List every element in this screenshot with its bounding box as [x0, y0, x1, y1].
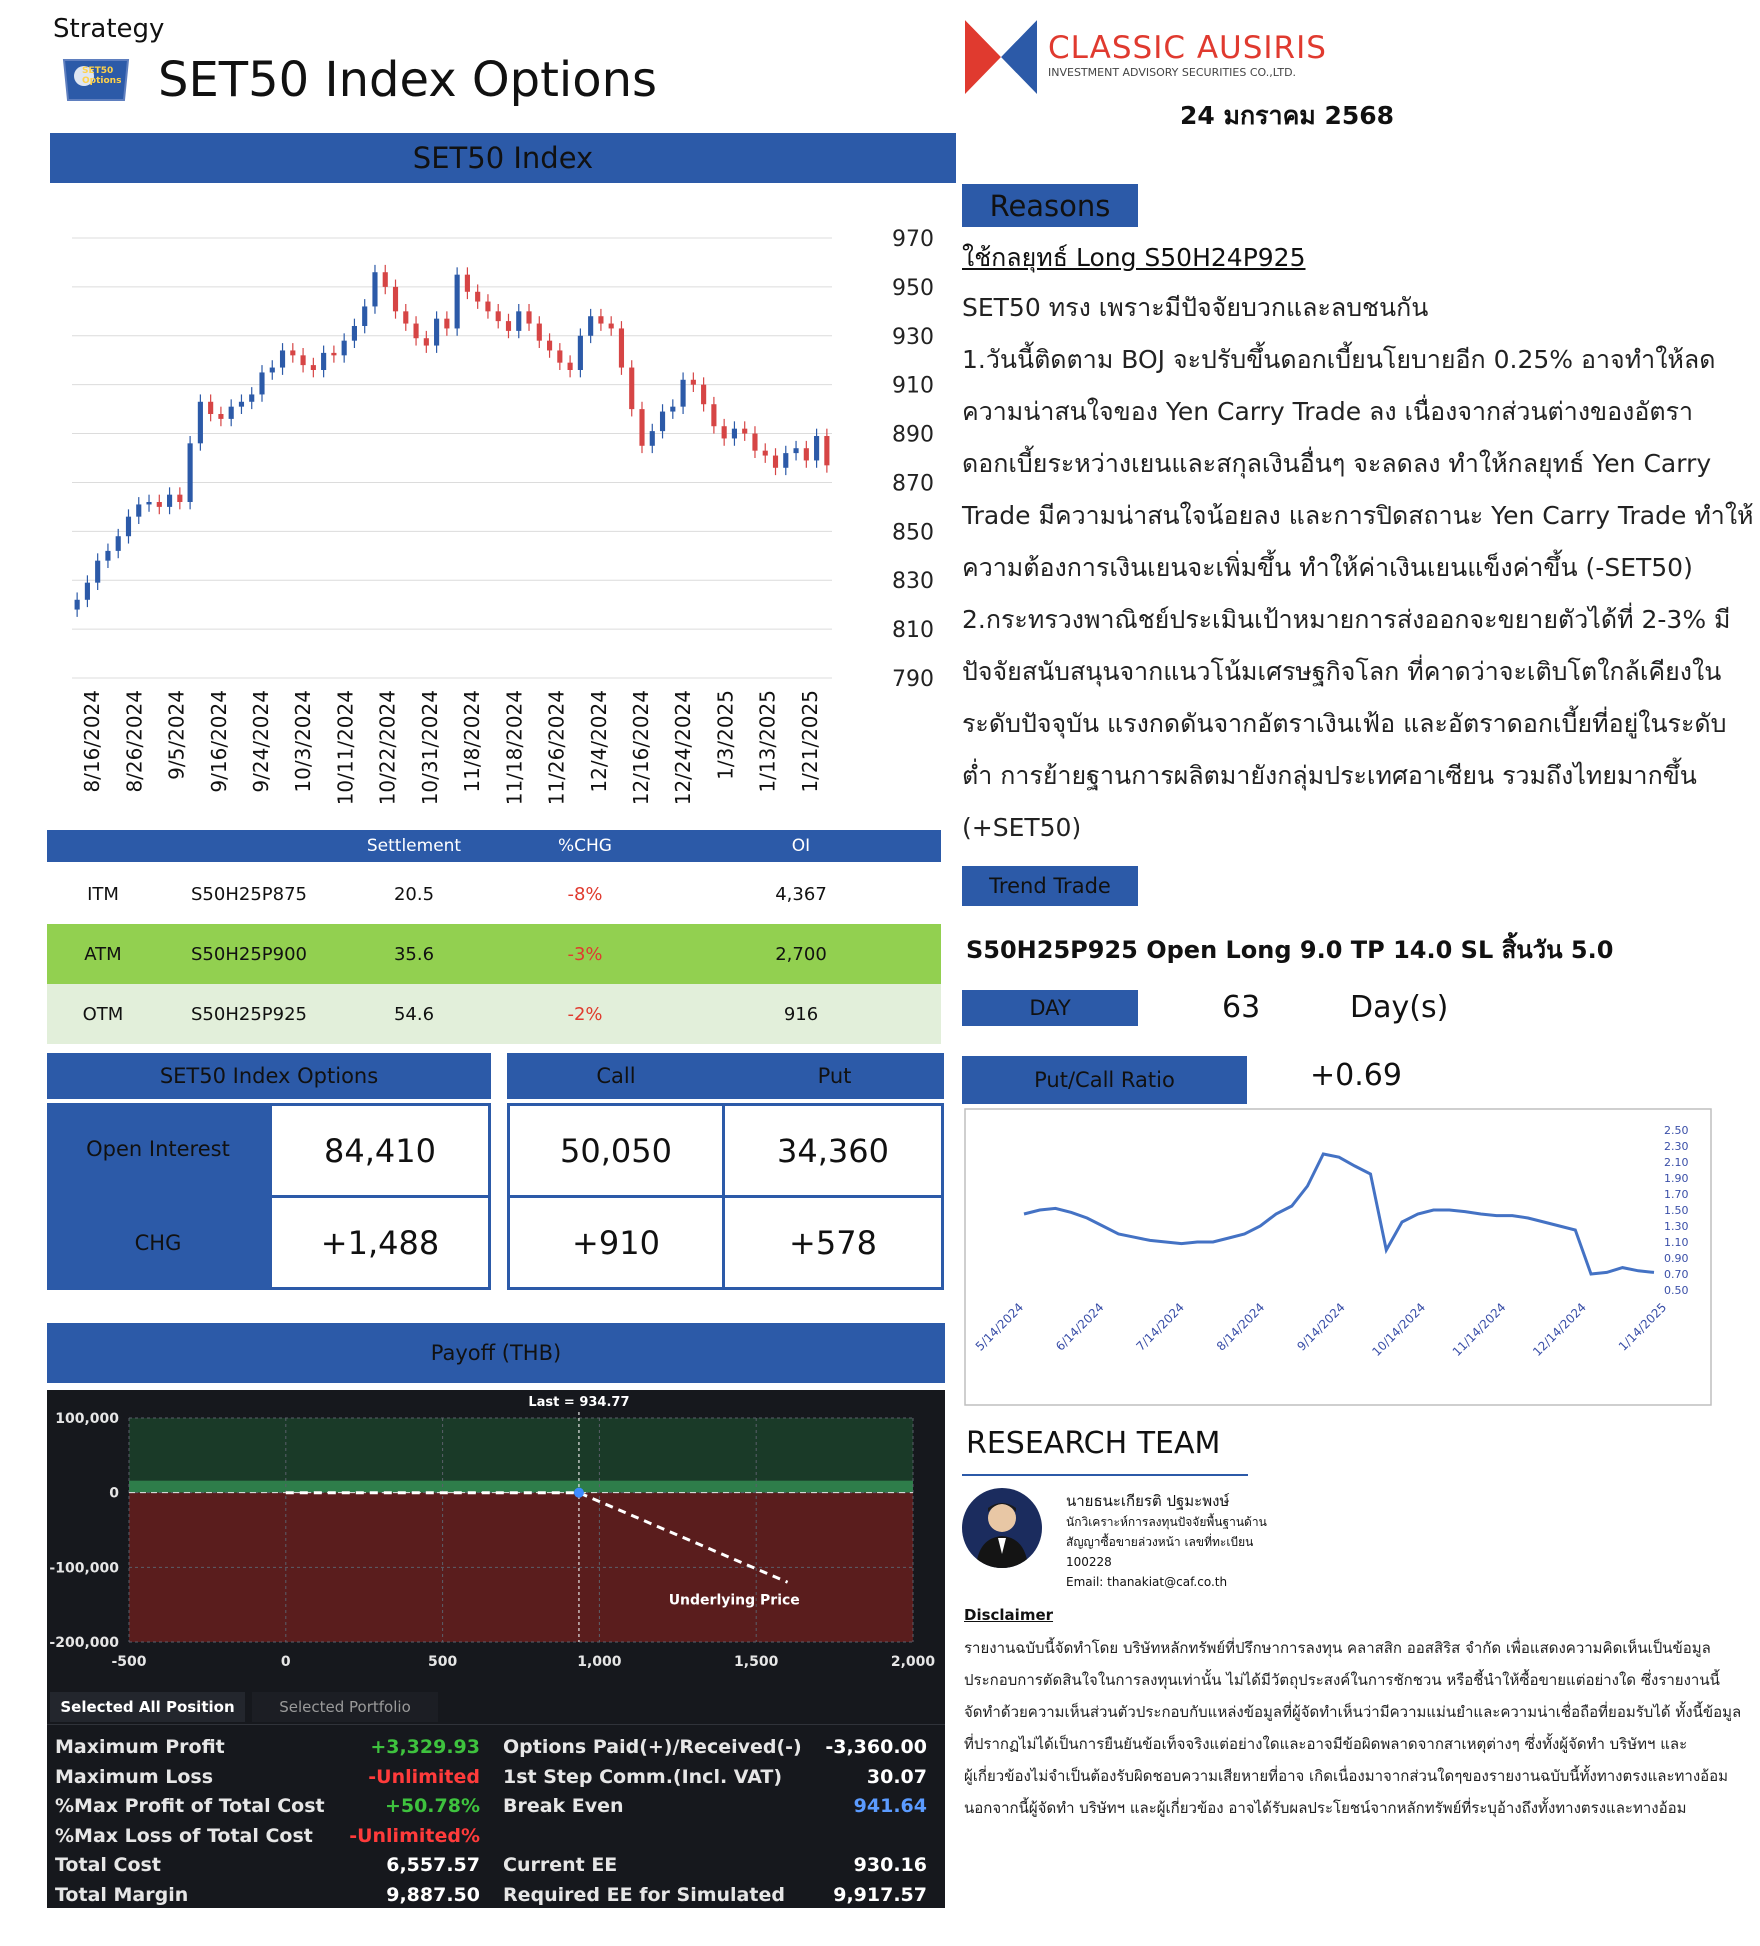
analyst-email: Email: thanakiat@caf.co.th — [1066, 1575, 1228, 1589]
left-stat-value: -Unlimited — [368, 1765, 480, 1788]
candle-body — [639, 409, 644, 446]
series-cell: S50H25P875 — [191, 883, 307, 905]
chg-label-cell — [47, 1195, 269, 1290]
y-tick-label: 100,000 — [55, 1411, 119, 1427]
x-tick-label: 1/21/2025 — [797, 690, 822, 793]
x-tick-label: 9/14/2024 — [1294, 1300, 1348, 1354]
col-settlement: Settlement — [366, 836, 462, 856]
moneyness-cell: ATM — [84, 943, 122, 965]
y-tick-label: 1.50 — [1664, 1204, 1689, 1217]
y-tick-label: 1.70 — [1664, 1188, 1689, 1201]
analyst-name: นายธนะเกียรติ ปฐมะพงษ์ — [1066, 1492, 1230, 1510]
x-tick-label: 12/4/2024 — [586, 690, 611, 793]
analyst-role: นักวิเคราะห์การลงทุนปัจจัยพื้นฐานด้าน — [1066, 1515, 1267, 1529]
candle-body — [413, 324, 418, 339]
candle-body — [660, 412, 665, 432]
y-tick-label: 0 — [109, 1485, 119, 1502]
candle-body — [218, 414, 223, 419]
page-title: SET50 Index Options — [158, 52, 658, 108]
call-chg-box — [507, 1195, 725, 1290]
profit-band — [129, 1481, 913, 1493]
disclaimer-body — [964, 1632, 1754, 1824]
chg-label: CHG — [134, 1230, 182, 1255]
x-tick-label: 10/22/2024 — [375, 690, 400, 806]
right-stat-value: 9,917.57 — [833, 1883, 927, 1906]
reason-line: ความน่าสนใจของ Yen Carry Trade ลง เนื่องจากส่วนต่างของอัตรา — [962, 397, 1694, 426]
open-interest-value-box — [269, 1103, 491, 1198]
left-stat-value: +3,329.93 — [370, 1736, 480, 1758]
chg-cell: -2% — [567, 1003, 603, 1025]
oi-cell: 916 — [783, 1003, 819, 1025]
trend-trade-header — [962, 866, 1138, 906]
oi-block-title — [47, 1053, 491, 1099]
right-stat-label: Break Even — [503, 1795, 624, 1817]
candle-body — [526, 311, 531, 323]
candle-body — [331, 353, 336, 355]
x-tick-label: 500 — [427, 1654, 458, 1670]
chg-cell: -3% — [567, 943, 603, 965]
moneyness-cell: ITM — [87, 883, 119, 905]
right-stat-label: 1st Step Comm.(Incl. VAT) — [503, 1765, 783, 1788]
strategy-label: Strategy — [53, 14, 165, 44]
pcr-label: Put/Call Ratio — [1034, 1068, 1175, 1092]
tab-selected-portfolio[interactable]: Selected Portfolio — [252, 1692, 438, 1722]
reason-line: ระดับปัจจุบัน แรงกดดันจากอัตราเงินเฟ้อ และอัตราดอกเบี้ยที่อยู่ในระดับ — [962, 709, 1727, 738]
open-interest-value: 84,410 — [324, 1131, 436, 1170]
x-tick-label: 6/14/2024 — [1053, 1300, 1107, 1354]
chart-frame — [965, 1109, 1711, 1405]
oi-cell: 4,367 — [775, 883, 827, 905]
reason-line: ปัจจัยสนับสนุนจากแนวโน้มเศรษฐกิจโลก ที่คาดว่าจะเติบโตใกล้เคียงใน — [962, 657, 1722, 686]
candle-body — [136, 504, 141, 516]
x-tick-label: 1/3/2025 — [713, 690, 738, 780]
candle-body — [506, 321, 511, 331]
candle-body — [116, 536, 121, 551]
candle-body — [208, 402, 213, 414]
left-stat-value: +50.78% — [384, 1795, 480, 1817]
candle-body — [547, 341, 552, 351]
analyst-info — [1066, 1490, 1267, 1592]
y-tick-label: 970 — [892, 227, 934, 252]
x-tick-label: -500 — [111, 1654, 147, 1670]
x-tick-label: 1/14/2025 — [1615, 1300, 1670, 1354]
x-tick-label: 10/14/2024 — [1369, 1300, 1429, 1360]
y-tick-label: 0.90 — [1664, 1252, 1689, 1265]
series-cell: S50H25P900 — [191, 943, 307, 965]
day-label: DAY — [1029, 996, 1071, 1020]
right-stat-value: 930.16 — [853, 1854, 927, 1876]
left-stat-label: Maximum Profit — [55, 1736, 225, 1758]
moneyness-cell: OTM — [82, 1003, 124, 1025]
candle-body — [188, 443, 193, 502]
candle-body — [198, 402, 203, 444]
analyst-avatar — [962, 1488, 1042, 1568]
current-price-marker — [574, 1488, 584, 1498]
settlement-cell: 20.5 — [393, 883, 435, 905]
disclaimer-line: ประกอบการตัดสินใจในการลงทุนเท่านั้น ไม่ได้มีวัตถุประสงค์ในการชักชวน หรือชี้นำให้ซื้อขายแต่อย่างใด ซึ่งรายงานนี้ — [964, 1671, 1720, 1689]
x-tick-label: 8/16/2024 — [80, 690, 105, 793]
last-price-label: Last = 934.77 — [528, 1395, 630, 1410]
candle-body — [85, 583, 90, 600]
candle-body — [619, 328, 624, 367]
y-tick-label: 790 — [892, 667, 934, 692]
x-tick-label: 8/26/2024 — [122, 690, 147, 793]
disclaimer-title: Disclaimer — [964, 1606, 1054, 1624]
candle-body — [95, 561, 100, 583]
y-tick-label: 1.90 — [1664, 1172, 1689, 1185]
reasons-body — [962, 282, 1752, 854]
left-stat-label: Maximum Loss — [55, 1765, 214, 1788]
left-stat-label: %Max Loss of Total Cost — [55, 1824, 313, 1847]
x-tick-label: 9/24/2024 — [249, 690, 273, 793]
options-table-body — [47, 864, 941, 1044]
chg-cell: -8% — [567, 883, 603, 905]
open-interest-label-cell — [47, 1103, 269, 1195]
candle-body — [383, 272, 388, 287]
candle-body — [742, 429, 747, 434]
x-tick-label: 1,000 — [577, 1654, 622, 1670]
reasons-header — [962, 184, 1138, 227]
left-stat-label: %Max Profit of Total Cost — [55, 1795, 325, 1817]
candle-body — [321, 353, 326, 370]
reasons-title: Reasons — [989, 188, 1111, 223]
company-logo — [965, 20, 1037, 94]
candle-body — [598, 316, 603, 323]
call-oi-box — [507, 1103, 725, 1198]
call-put-header — [507, 1053, 944, 1099]
right-stat-value: 30.07 — [866, 1765, 927, 1788]
candle-body — [763, 451, 768, 456]
candle-body — [455, 275, 460, 329]
call-chg-value: +910 — [572, 1223, 660, 1262]
candle-body — [516, 311, 521, 331]
candle-body — [177, 495, 182, 502]
disclaimer-line: นอกจากนี้ผู้จัดทำ บริษัทฯ และผู้เกี่ยวข้อง อาจได้รับผลประโยชน์จากหลักทรัพย์ที่ระบุอ้างถึงทั้งทางตรงและทางอ้อม — [964, 1799, 1687, 1817]
x-tick-label: 1/13/2025 — [755, 690, 780, 793]
candle-body — [259, 372, 264, 394]
brand-subtitle: INVESTMENT ADVISORY SECURITIES CO.,LTD. — [1048, 66, 1297, 79]
candle-body — [280, 350, 285, 367]
candle-body — [711, 404, 716, 426]
strategy-line: ใช้กลยุทธ์ Long S50H24P925 — [962, 243, 1306, 272]
payoff-chart — [47, 1390, 945, 1690]
right-stat-label: Current EE — [503, 1854, 618, 1876]
reason-line: ดอกเบี้ยระหว่างเยนและสกุลเงินอื่นๆ จะลดลง ทำให้กลยุทธ์ Yen Carry — [962, 449, 1712, 478]
candle-body — [475, 292, 480, 302]
candle-body — [290, 350, 295, 355]
candle-body — [270, 368, 275, 373]
right-stat-label: Required EE for Simulated — [503, 1883, 785, 1906]
candle-body — [691, 380, 696, 385]
chg-value: +1,488 — [320, 1223, 440, 1262]
x-tick-label: 11/26/2024 — [544, 690, 569, 806]
disclaimer-line: ที่ปรากฏไม่ได้เป็นการยืนยันข้อเท็จจริงแต่อย่างใดและอาจมีข้อผิดพลาดจากสาเหตุต่างๆ ซึ่งทั้งผู้จัดทำ บริษัทฯ และ — [964, 1735, 1688, 1753]
put-oi-value: 34,360 — [777, 1131, 889, 1170]
reason-line: ความต้องการเงินเยนจะเพิ่มขึ้น ทำให้ค่าเงินเยนแข็งค่าขึ้น (-SET50) — [962, 553, 1693, 582]
disclaimer-line: จัดทำด้วยความเห็นส่วนตัวประกอบกับแหล่งข้อมูลที่ผู้จัดทำเห็นว่ามีความแม่นยำและความน่าเชื่อถือที่ยอมรับได้ ทั้งนี้ข้อมูล — [964, 1703, 1742, 1721]
candle-body — [670, 407, 675, 412]
analyst-license-line: สัญญาซื้อขายล่วงหน้า เลขที่ทะเบียน — [1066, 1535, 1254, 1549]
candle-body — [650, 431, 655, 446]
candle-body — [311, 365, 316, 370]
series-cell: S50H25P925 — [191, 1003, 307, 1025]
left-stat-label: Total Margin — [55, 1883, 189, 1906]
payoff-panel — [47, 1390, 945, 1908]
candle-body — [783, 453, 788, 468]
candle-body — [465, 275, 470, 292]
left-stat-label: Total Cost — [55, 1854, 161, 1876]
candle-body — [629, 368, 634, 410]
candle-body — [609, 324, 614, 329]
y-tick-label: 810 — [892, 618, 934, 644]
candle-body — [352, 326, 357, 341]
x-tick-label: 9/16/2024 — [206, 690, 231, 793]
research-team-title: RESEARCH TEAM — [966, 1426, 1221, 1461]
col-oi: OI — [791, 836, 811, 856]
settlement-cell: 35.6 — [393, 943, 435, 965]
y-tick-label: 1.10 — [1664, 1236, 1689, 1249]
y-tick-label: 870 — [892, 471, 934, 497]
col-chg: %CHG — [558, 836, 612, 856]
put-chg-value: +578 — [789, 1223, 877, 1262]
left-stat-value: 6,557.57 — [386, 1854, 480, 1876]
oi-block-title-text: SET50 Index Options — [159, 1064, 379, 1088]
put-oi-box — [722, 1103, 944, 1198]
oi-cell: 2,700 — [775, 943, 827, 965]
y-tick-label: 2.30 — [1664, 1140, 1689, 1153]
y-tick-label: 0.70 — [1664, 1268, 1689, 1281]
candle-body — [424, 338, 429, 345]
pcr-value: +0.69 — [1310, 1058, 1402, 1093]
day-header — [962, 990, 1138, 1026]
x-tick-label: 12/16/2024 — [629, 690, 653, 806]
candle-body — [239, 402, 244, 407]
call-oi-value: 50,050 — [560, 1131, 672, 1170]
y-tick-label: 890 — [892, 422, 934, 448]
candle-body — [393, 287, 398, 311]
right-stat-value: -3,360.00 — [825, 1736, 927, 1758]
day-value: 63 — [1222, 990, 1261, 1025]
x-tick-label: 12/24/2024 — [671, 690, 696, 806]
x-tick-label: 7/14/2024 — [1133, 1300, 1187, 1354]
payoff-title: Payoff (THB) — [430, 1341, 562, 1365]
candle-body — [485, 302, 490, 312]
reason-line: 2.กระทรวงพาณิชย์ประเมินเป้าหมายการส่งออกจะขยายตัวได้ที่ 2-3% มี — [962, 605, 1731, 634]
put-chg-box — [722, 1195, 944, 1290]
x-tick-label: 10/11/2024 — [333, 690, 358, 806]
candle-body — [434, 319, 439, 346]
right-stat-value: 941.64 — [853, 1795, 927, 1817]
y-tick-label: 950 — [892, 275, 934, 301]
logo-text: SET50 Options — [82, 66, 122, 86]
tab-selected-all-position[interactable]: Selected All Position — [50, 1692, 245, 1722]
candle-body — [342, 341, 347, 356]
trend-trade-text: S50H25P925 Open Long 9.0 TP 14.0 SL สิ้นวัน 5.0 — [966, 936, 1614, 964]
y-tick-label: -100,000 — [49, 1560, 119, 1577]
reason-line: SET50 ทรง เพราะมีปัจจัยบวกและลบชนกัน — [962, 293, 1429, 322]
call-label: Call — [596, 1064, 636, 1088]
y-tick-label: 930 — [892, 324, 934, 350]
candle-body — [773, 456, 778, 468]
x-tick-label: 2,000 — [890, 1654, 936, 1670]
x-tick-label: 5/14/2024 — [972, 1300, 1027, 1354]
candle-body — [537, 324, 542, 341]
reason-line: (+SET50) — [962, 813, 1082, 842]
set50-candlestick-chart — [50, 190, 950, 820]
x-tick-label: 9/5/2024 — [164, 690, 189, 780]
put-call-ratio-chart — [964, 1108, 1712, 1406]
candle-body — [722, 426, 727, 438]
y-tick-label: 0.50 — [1664, 1284, 1689, 1297]
candle-body — [372, 272, 377, 306]
x-tick-label: 10/3/2024 — [291, 690, 316, 793]
candle-body — [444, 319, 449, 329]
candle-body — [75, 600, 80, 610]
candle-body — [496, 311, 501, 321]
candle-body — [568, 363, 573, 370]
candle-body — [403, 311, 408, 323]
y-tick-label: 850 — [892, 520, 934, 546]
candle-body — [752, 434, 757, 451]
analyst-license-no: 100228 — [1066, 1555, 1112, 1569]
set50-options-logo — [60, 56, 132, 106]
report-date: 24 มกราคม 2568 — [1180, 101, 1395, 130]
left-stat-value: -Unlimited% — [349, 1824, 480, 1847]
candle-body — [362, 306, 367, 326]
payoff-header — [47, 1323, 945, 1383]
x-tick-label: 0 — [280, 1654, 291, 1670]
candle-body — [804, 448, 809, 460]
x-tick-label: 10/31/2024 — [417, 690, 442, 806]
table-row — [47, 864, 941, 924]
candle-body — [229, 407, 234, 419]
open-interest-label: Open Interest — [86, 1137, 230, 1161]
candle-body — [557, 350, 562, 362]
options-table-header — [47, 830, 941, 862]
candle-body — [793, 448, 798, 453]
reason-line: ต่ำ การย้ายฐานการผลิตมายังกลุ่มประเทศอาเซียน รวมถึงไทยมากขึ้น — [962, 761, 1697, 790]
y-tick-label: 1.30 — [1664, 1220, 1689, 1233]
x-tick-label: 11/18/2024 — [502, 690, 527, 806]
pcr-header — [962, 1056, 1247, 1104]
put-label: Put — [817, 1064, 852, 1088]
reason-line: Trade มีความน่าสนใจน้อยลง และการปิดสถานะ Yen Carry Trade ทำให้ — [962, 501, 1754, 530]
candle-body — [824, 436, 829, 465]
candle-body — [588, 316, 593, 336]
candle-body — [578, 336, 583, 370]
candle-body — [814, 436, 819, 460]
candle-body — [167, 495, 172, 507]
y-tick-label: -200,000 — [49, 1635, 119, 1651]
y-tick-label: 830 — [892, 569, 934, 595]
disclaimer-line: รายงานฉบับนี้จัดทำโดย บริษัทหลักทรัพย์ที่ปรึกษาการลงทุน คลาสสิก ออสสิริส จำกัด เพื่อแสดงความคิดเห็นเป็นข้อมูล — [964, 1639, 1711, 1657]
trend-trade-title: Trend Trade — [989, 874, 1111, 898]
x-tick-label: 11/14/2024 — [1449, 1300, 1509, 1360]
chg-value-box — [269, 1195, 491, 1290]
left-stat-value: 9,887.50 — [386, 1883, 480, 1906]
table-row — [47, 984, 941, 1044]
underlying-price-label: Underlying Price — [668, 1592, 800, 1609]
candle-body — [732, 429, 737, 439]
candle-body — [126, 517, 131, 537]
table-row — [47, 924, 941, 984]
candle-body — [701, 385, 706, 405]
candle-body — [681, 380, 686, 407]
settlement-cell: 54.6 — [393, 1003, 435, 1025]
disclaimer-line: ผู้เกี่ยวข้องไม่จำเป็นต้องรับผิดชอบความเสียหายที่อาจ เกิดเนื่องมาจากส่วนใดๆของรายงานฉบับนี้ทั้งทางตรงและทางอ้อม — [964, 1767, 1729, 1785]
x-tick-label: 11/8/2024 — [460, 690, 485, 793]
candle-body — [105, 551, 110, 561]
day-unit: Day(s) — [1350, 990, 1449, 1025]
x-tick-label: 8/14/2024 — [1213, 1300, 1268, 1354]
set50-panel-header — [50, 133, 956, 183]
candle-body — [146, 502, 151, 504]
candle-body — [157, 502, 162, 507]
x-tick-label: 1,500 — [734, 1654, 779, 1670]
x-tick-label: 12/14/2024 — [1530, 1300, 1589, 1360]
y-tick-label: 2.10 — [1664, 1156, 1689, 1169]
right-stat-label: Options Paid(+)/Received(-) — [503, 1736, 802, 1758]
set50-panel-title: SET50 Index — [412, 141, 594, 175]
candle-body — [249, 394, 254, 401]
y-tick-label: 910 — [892, 373, 934, 399]
y-tick-label: 2.50 — [1664, 1124, 1689, 1137]
candle-body — [301, 355, 306, 365]
reason-line: 1.วันนี้ติดตาม BOJ จะปรับขึ้นดอกเบี้ยนโยบายอีก 0.25% อาจทำให้ลด — [962, 345, 1716, 374]
brand-name: CLASSIC AUSIRIS — [1048, 30, 1327, 66]
